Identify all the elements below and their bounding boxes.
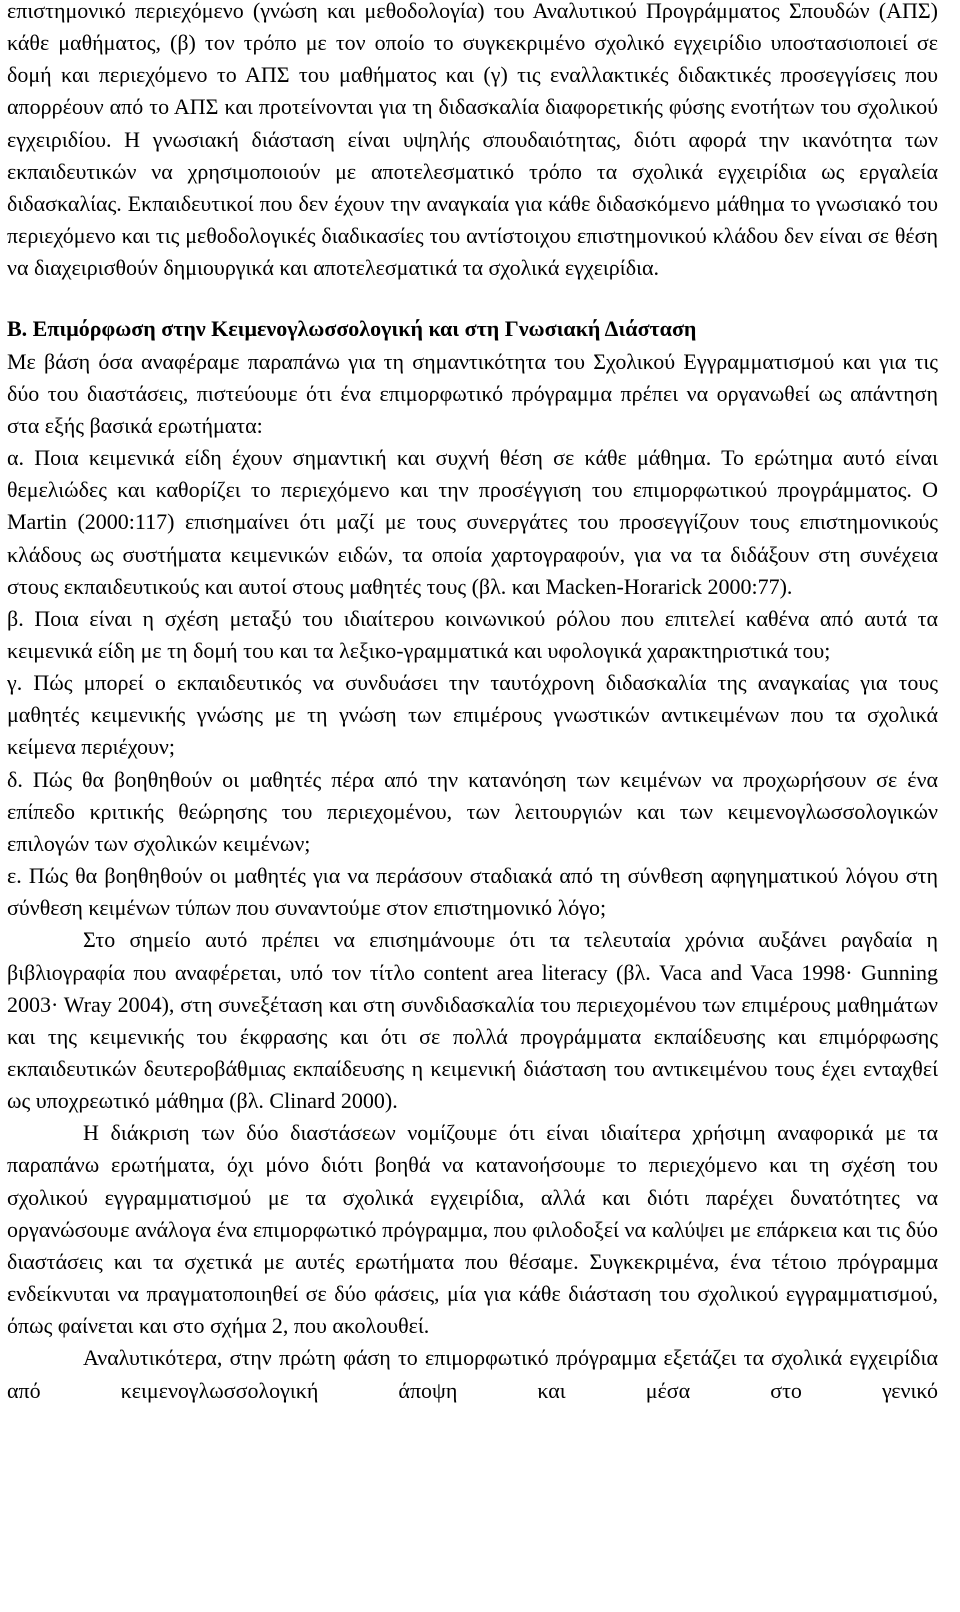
literacy-paragraph: Στο σημείο αυτό πρέπει να επισημάνουμε ότι τα τελευταία χρόνια αυξάνει ραγδαία η βιβλιογραφία που αναφέρεται, υπό τον τίτλο content area literacy (βλ. Vaca and Vaca 1998· Gunning 2003· Wray 2004), στη συνεξέταση και στη συνδιδασκαλία του περιεχομένου των επιμέρους μαθημάτων και της κειμενικής του έκφρασης και ότι σε πολλά προγράμματα εκπαίδευσης και επιμόρφωσης εκπαιδευτικών δευτεροβάθμιας εκπαίδευσης η κειμενική διάσταση του αντικειμένου τους έχει ενταχθεί ως υποχρεωτικό μάθημα (βλ. Clinard 2000). <box>7 927 938 1114</box>
phase-one-paragraph: Αναλυτικότερα, στην πρώτη φάση το επιμορφωτικό πρόγραμμα εξετάζει τα σχολικά εγχειρίδια από κειμενογλωσσολογική άποψη και μέσα στο γενικό <box>7 1345 938 1403</box>
question-epsilon: ε. Πώς θα βοηθηθούν οι μαθητές για να περάσουν σταδιακά από τη σύνθεση αφηγηματικού λόγου στη σύνθεση κειμένων τύπων που συναντούμε στον επιστημονικό λόγο; <box>7 863 938 921</box>
document-page <box>7 0 938 1407</box>
question-beta: β. Ποια είναι η σχέση μεταξύ του ιδιαίτερου κοινωνικού ρόλου που επιτελεί καθένα από αυτά τα κειμενικά είδη με τη δομή του και τα λεξικο-γραμματικά και υφολογικά χαρακτηριστικά του; <box>7 605 938 663</box>
question-gamma: γ. Πώς μπορεί ο εκπαιδευτικός να συνδυάσει την ταυτόχρονη διδασκαλία της αναγκαίας για τους μαθητές κειμενικής γνώσης με τη γνώση των επιμέρους γνωστικών αντικειμένων που τα σχολικά κείμενα περιέχουν; <box>7 670 938 760</box>
section-spacer <box>7 284 938 313</box>
section-intro-paragraph: Με βάση όσα αναφέραμε παραπάνω για τη σημαντικότητα του Σχολικού Εγγραμματισμού και για τις δύο του διαστάσεις, πιστεύουμε ότι ένα επιμορφωτικό πρόγραμμα πρέπει να οργανωθεί ως απάντηση στα εξής βασικά ερωτήματα: <box>7 348 938 438</box>
question-delta: δ. Πώς θα βοηθηθούν οι μαθητές πέρα από την κατανόηση των κειμένων να προχωρήσουν σε ένα επίπεδο κριτικής θεώρησης του περιεχομένου, των λειτουργιών και των κειμενογλωσσολογικών επιλογών των σχολικών κειμένων; <box>7 766 938 856</box>
section-heading: Β. Επιμόρφωση στην Κειμενογλωσσολογική και στη Γνωσιακή Διάσταση <box>7 316 697 342</box>
question-alpha: α. Ποια κειμενικά είδη έχουν σημαντική και συχνή θέση σε κάθε μάθημα. Το ερώτημα αυτό είναι θεμελιώδες και καθορίζει το περιεχόμενο και την προσέγγιση του επιμορφωτικού προγράμματος. Ο Martin (2000:117) επισημαίνει ότι μαζί με τους συνεργάτες του προσεγγίζουν τους επιστημονικούς κλάδους ως συστήματα κειμενικών ειδών, τα οποία χαρτογραφούν, για να τα διδάξουν στη συνέχεια στους εκπαιδευτικούς και αυτοί στους μαθητές τους (βλ. και Macken-Horarick 2000:77). <box>7 445 938 599</box>
distinction-paragraph: Η διάκριση των δύο διαστάσεων νομίζουμε ότι είναι ιδιαίτερα χρήσιμη αναφορικά με τα παραπάνω ερωτήματα, όχι μόνο διότι βοηθά να κατανοήσουμε το περιεχόμενο και τη σχέση του σχολικού εγγραμματισμού με τα σχολικά εγχειρίδια, αλλά και διότι παρέχει δυνατότητες να οργανώσουμε ανάλογα ένα επιμορφωτικό πρόγραμμα, που φιλοδοξεί να καλύψει με επάρκεια και τις δύο διαστάσεις και τα σχετικά με αυτές ερωτήματα που θέσαμε. Συγκεκριμένα, ένα τέτοιο πρόγραμμα ενδείκνυται να πραγματοποιηθεί σε δύο φάσεις, μία για κάθε διάσταση του σχολικού εγγραμματισμού, όπως φαίνεται και στο σχήμα 2, που ακολουθεί. <box>7 1120 938 1339</box>
intro-paragraph: επιστημονικό περιεχόμενο (γνώση και μεθοδολογία) του Αναλυτικού Προγράμματος Σπουδών (ΑΠΣ) κάθε μαθήματος, (β) τον τρόπο με τον οποίο το συγκεκριμένο σχολικό εγχειρίδιο υποστασιοποιεί σε δομή και περιεχόμενο το ΑΠΣ του μαθήματος και (γ) τις εναλλακτικές διδακτικές προσεγγίσεις που απορρέουν από το ΑΠΣ και προτείνονται για τη διδασκαλία διαφορετικής φύσης ενοτήτων του σχολικού εγχειριδίου. Η γνωσιακή διάσταση είναι υψηλής σπουδαιότητας, διότι αφορά την ικανότητα των εκπαιδευτικών να χρησιμοποιούν με αποτελεσματικό τρόπο τα σχολικά εγχειρίδια ως εργαλεία διδασκαλίας. Εκπαιδευτικοί που δεν έχουν την αναγκαία για κάθε διδασκόμενο μάθημα το γνωσιακό του περιεχόμενο και τις μεθοδολογικές διαδικασίες του αντίστοιχου επιστημονικού κλάδου δεν είναι σε θέση να διαχειρισθούν δημιουργικά και αποτελεσματικά τα σχολικά εγχειρίδια. <box>7 0 938 281</box>
